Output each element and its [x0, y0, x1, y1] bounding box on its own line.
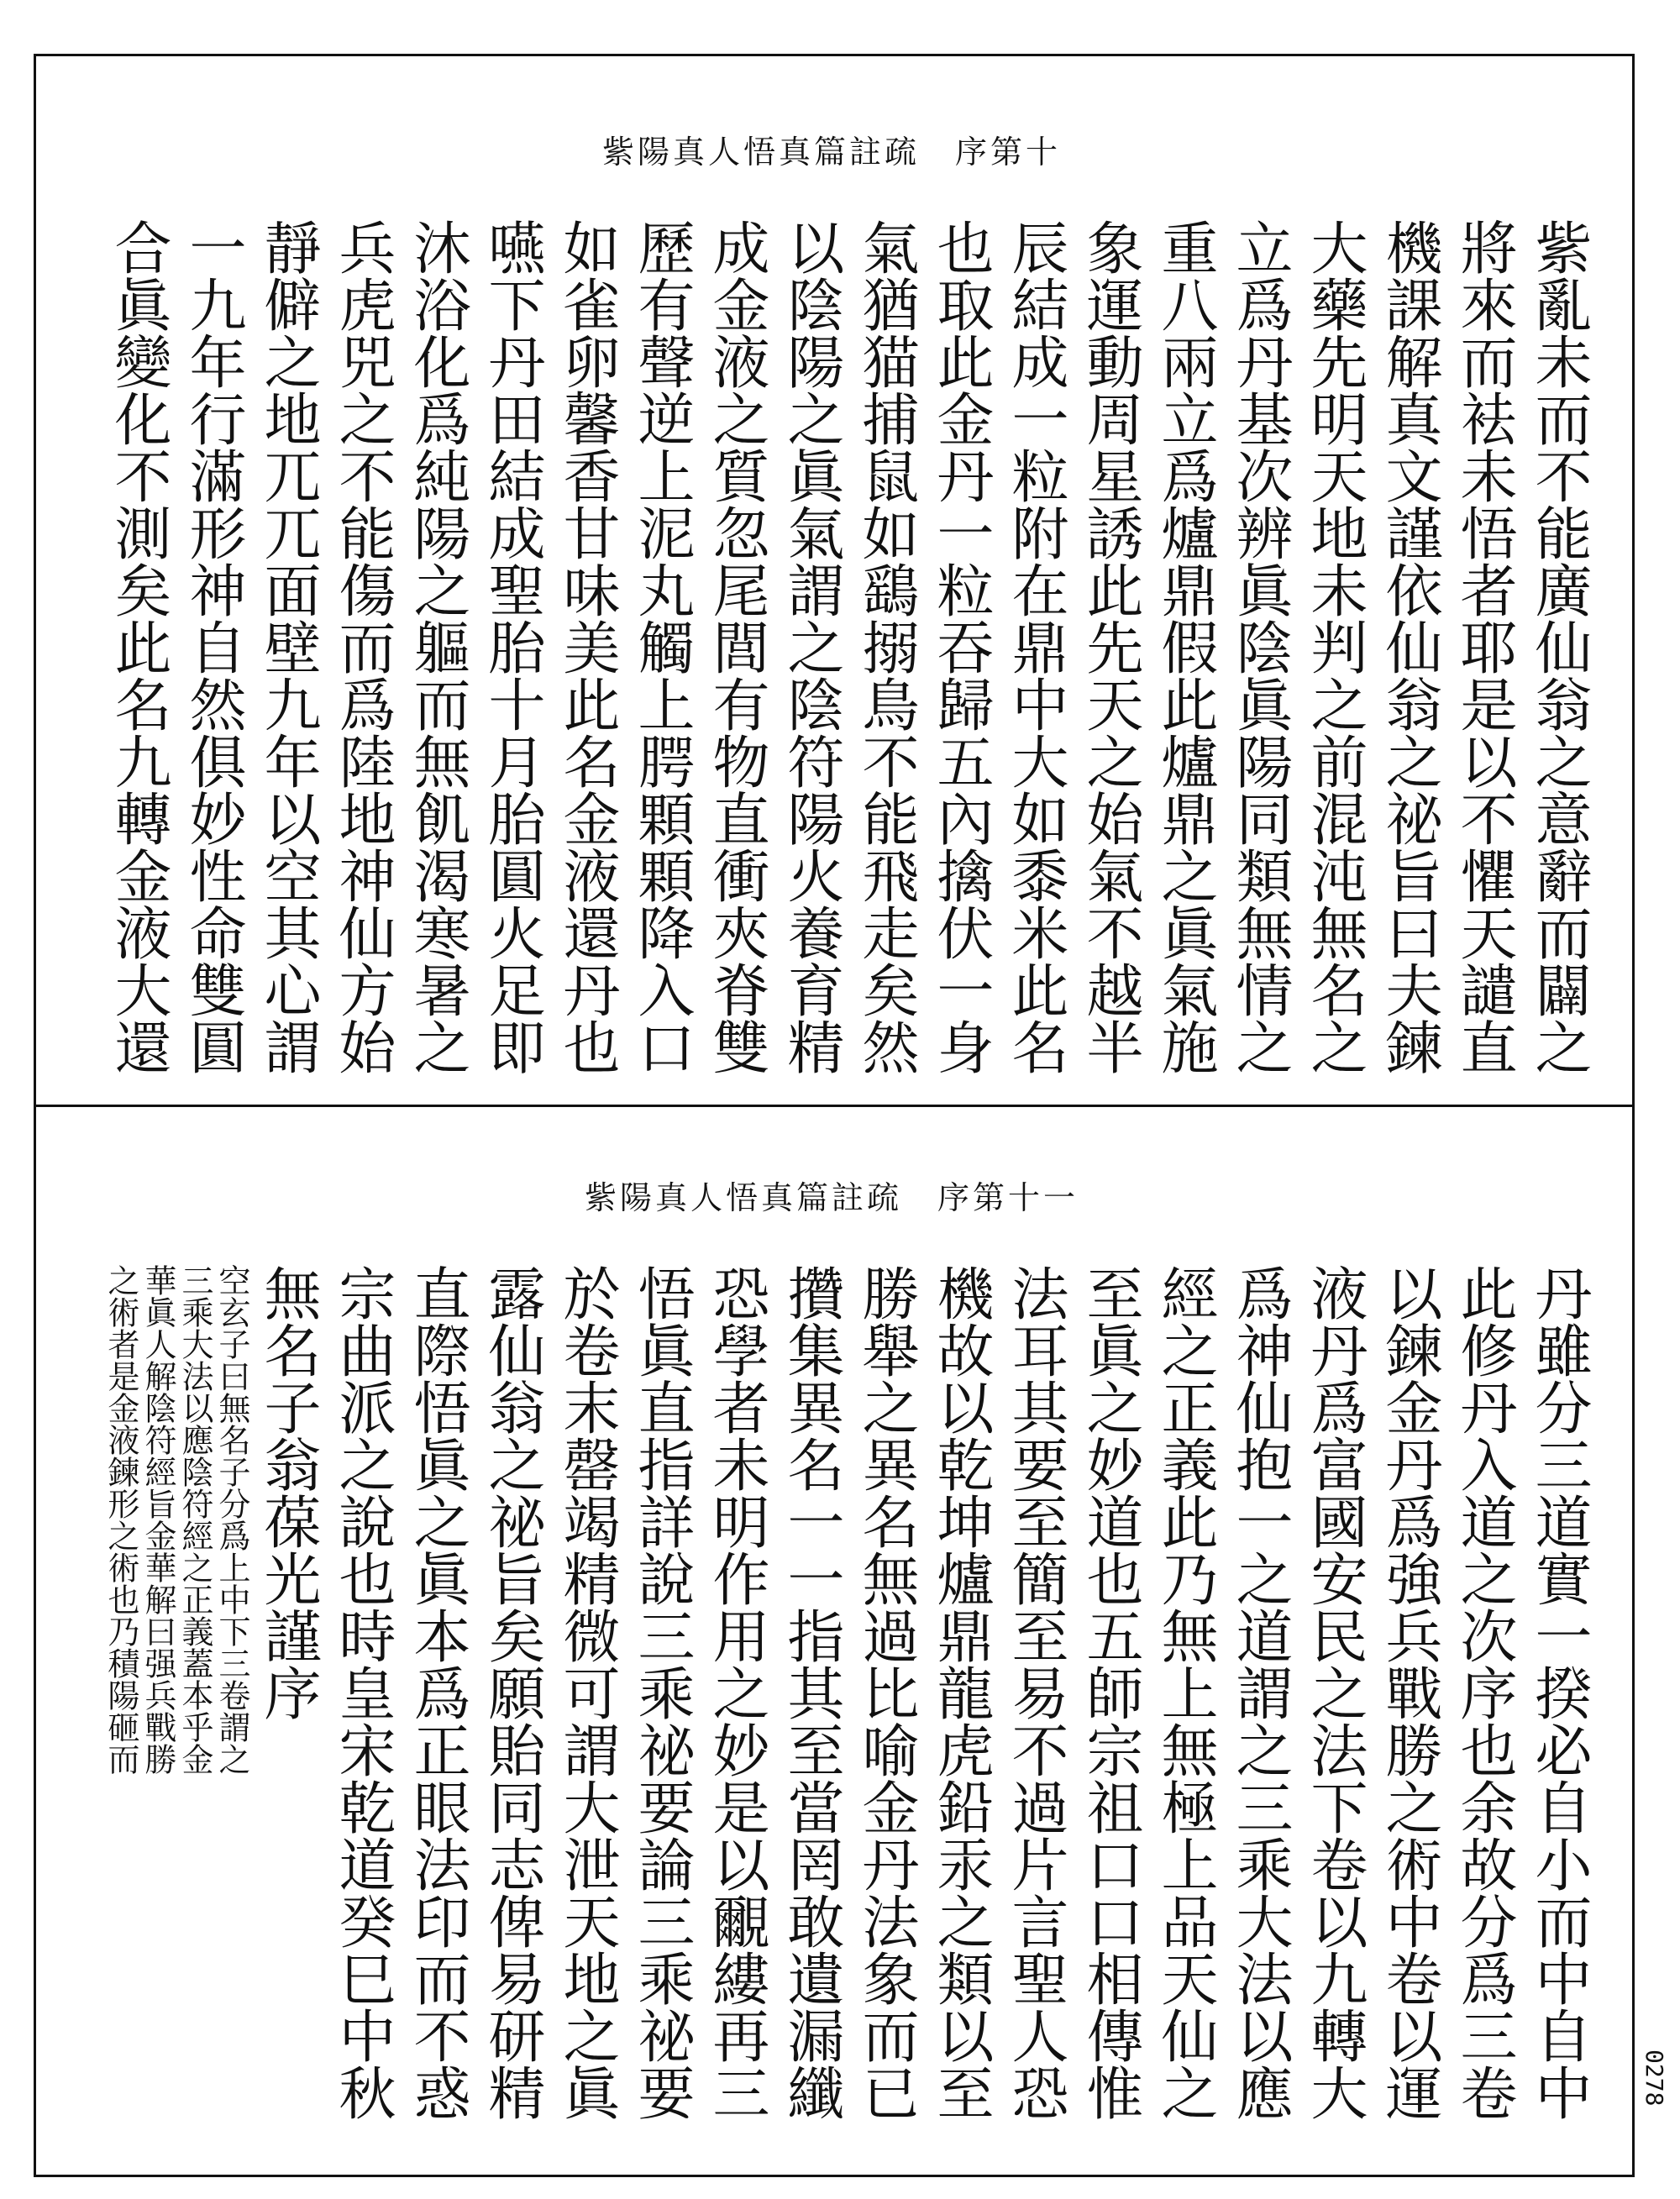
panel-divider: [34, 1105, 1635, 1107]
text-column: 爲神仙抱一之道謂之三乘大法以應: [1226, 1264, 1293, 2121]
text-column: 丹雖分三道實一揆必自小而中自中: [1525, 1264, 1592, 2121]
annotation-column: 華眞人解陰符經旨金華解曰强兵戰勝: [139, 1264, 176, 1775]
text-columns: [50, 218, 1596, 1092]
text-column: 露仙翁之祕旨矣願貽同志俾易研精: [479, 1264, 545, 2121]
text-column: 機故以乾坤爐鼎龍虎鉛汞之類以至: [927, 1264, 994, 2121]
text-column: 嚥下丹田結成聖胎十月胎圓火足即: [479, 218, 545, 1075]
running-header: 紫陽真人悟真篇註疏 序第十: [601, 134, 1062, 171]
text-columns: [50, 1264, 1596, 2154]
top-panel: [50, 126, 1613, 1092]
annotation-column: 空玄子曰無名子分爲上中下三卷謂之: [213, 1264, 250, 1775]
text-column: 立爲丹基次辨眞陰眞陽同類無情之: [1226, 218, 1293, 1075]
text-column: 直際悟眞之眞本爲正眼法印而不惑: [404, 1264, 470, 2121]
text-column: 合眞變化不測矣此名九轉金液大還: [105, 218, 171, 1075]
text-column: 靜僻之地兀兀面壁九年以空其心謂: [255, 218, 321, 1075]
annotation-column: 之術者是金液鍊形之術也乃積陽砸而: [102, 1264, 139, 1775]
text-column: 勝舉之異名無過比喻金丹法象而已: [853, 1264, 919, 2121]
text-column: 液丹爲富國安民之法下卷以九轉大: [1301, 1264, 1368, 2121]
text-column: 恐學者未明作用之妙是以覼縷再三: [703, 1264, 769, 2121]
text-column: 歷有聲逆上泥丸觸上腭顆顆降入口: [628, 218, 695, 1075]
text-column: 大藥先明天地未判之前混沌無名之: [1301, 218, 1368, 1075]
text-column: 也取此金丹一粒吞歸五內擒伏一身: [927, 218, 994, 1075]
text-column: 氣猶猫捕鼠如鷂搦鳥不能飛走矣然: [853, 218, 919, 1075]
text-column: 紫亂未而不能廣仙翁之意辭而闢之: [1525, 218, 1592, 1075]
text-column: 至眞之妙道也五師宗祖口口相傳惟: [1077, 1264, 1143, 2121]
text-column: 兵虎兕之不能傷而爲陸地神仙方始: [329, 218, 396, 1075]
text-column: 經之正義此乃無上無極上品天仙之: [1152, 1264, 1218, 2121]
text-column: 宗曲派之說也時皇宋乾道癸巳中秋: [329, 1264, 396, 2121]
bottom-panel: [50, 1172, 1613, 2154]
text-column: 法耳其要至簡至易不過片言聖人恐: [1002, 1264, 1068, 2121]
text-column: 辰結成一粒附在鼎中大如黍米此名: [1002, 218, 1068, 1075]
page-number: 0278: [1641, 2049, 1668, 2107]
text-column: 此修丹入道之次序也余故分爲三卷: [1451, 1264, 1517, 2121]
signature-column: 無名子翁葆光謹序: [255, 1264, 321, 1721]
text-column: 成金液之質忽尾閭有物直衝夾脊雙: [703, 218, 769, 1075]
text-column: 將來而袪未悟者耶是以不懼天譴直: [1451, 218, 1517, 1075]
text-column: 如雀卵馨香甘味美此名金液還丹也: [554, 218, 620, 1075]
text-column: 機課解真文謹依仙翁之祕旨曰夫鍊: [1376, 218, 1442, 1075]
text-column: 悟眞直指詳說三乘祕要論三乘祕要: [628, 1264, 695, 2121]
running-header: 紫陽真人悟真篇註疏 序第十一: [584, 1179, 1079, 1216]
text-column: 象運動周星誘此先天之始氣不越半: [1077, 218, 1143, 1075]
text-column: 於卷末罄竭精微可謂大泄天地之眞: [554, 1264, 620, 2121]
text-column: 攢集異名一一指其至當罔敢遺漏纖: [778, 1264, 844, 2121]
text-column: 一九年行滿形神自然俱妙性命雙圓: [180, 218, 246, 1075]
text-column: 以鍊金丹爲強兵戰勝之術中卷以運: [1376, 1264, 1442, 2121]
text-column: 沐浴化爲純陽之軀而無飢渴寒暑之: [404, 218, 470, 1075]
annotation-column: 三乘大法以應陰符經之正義蓋本乎金: [176, 1264, 213, 1775]
text-column: 以陰陽之眞氣謂之陰符陽火養育精: [778, 218, 844, 1075]
text-column: 重八兩立爲爐鼎假此爐鼎之眞氣施: [1152, 218, 1218, 1075]
